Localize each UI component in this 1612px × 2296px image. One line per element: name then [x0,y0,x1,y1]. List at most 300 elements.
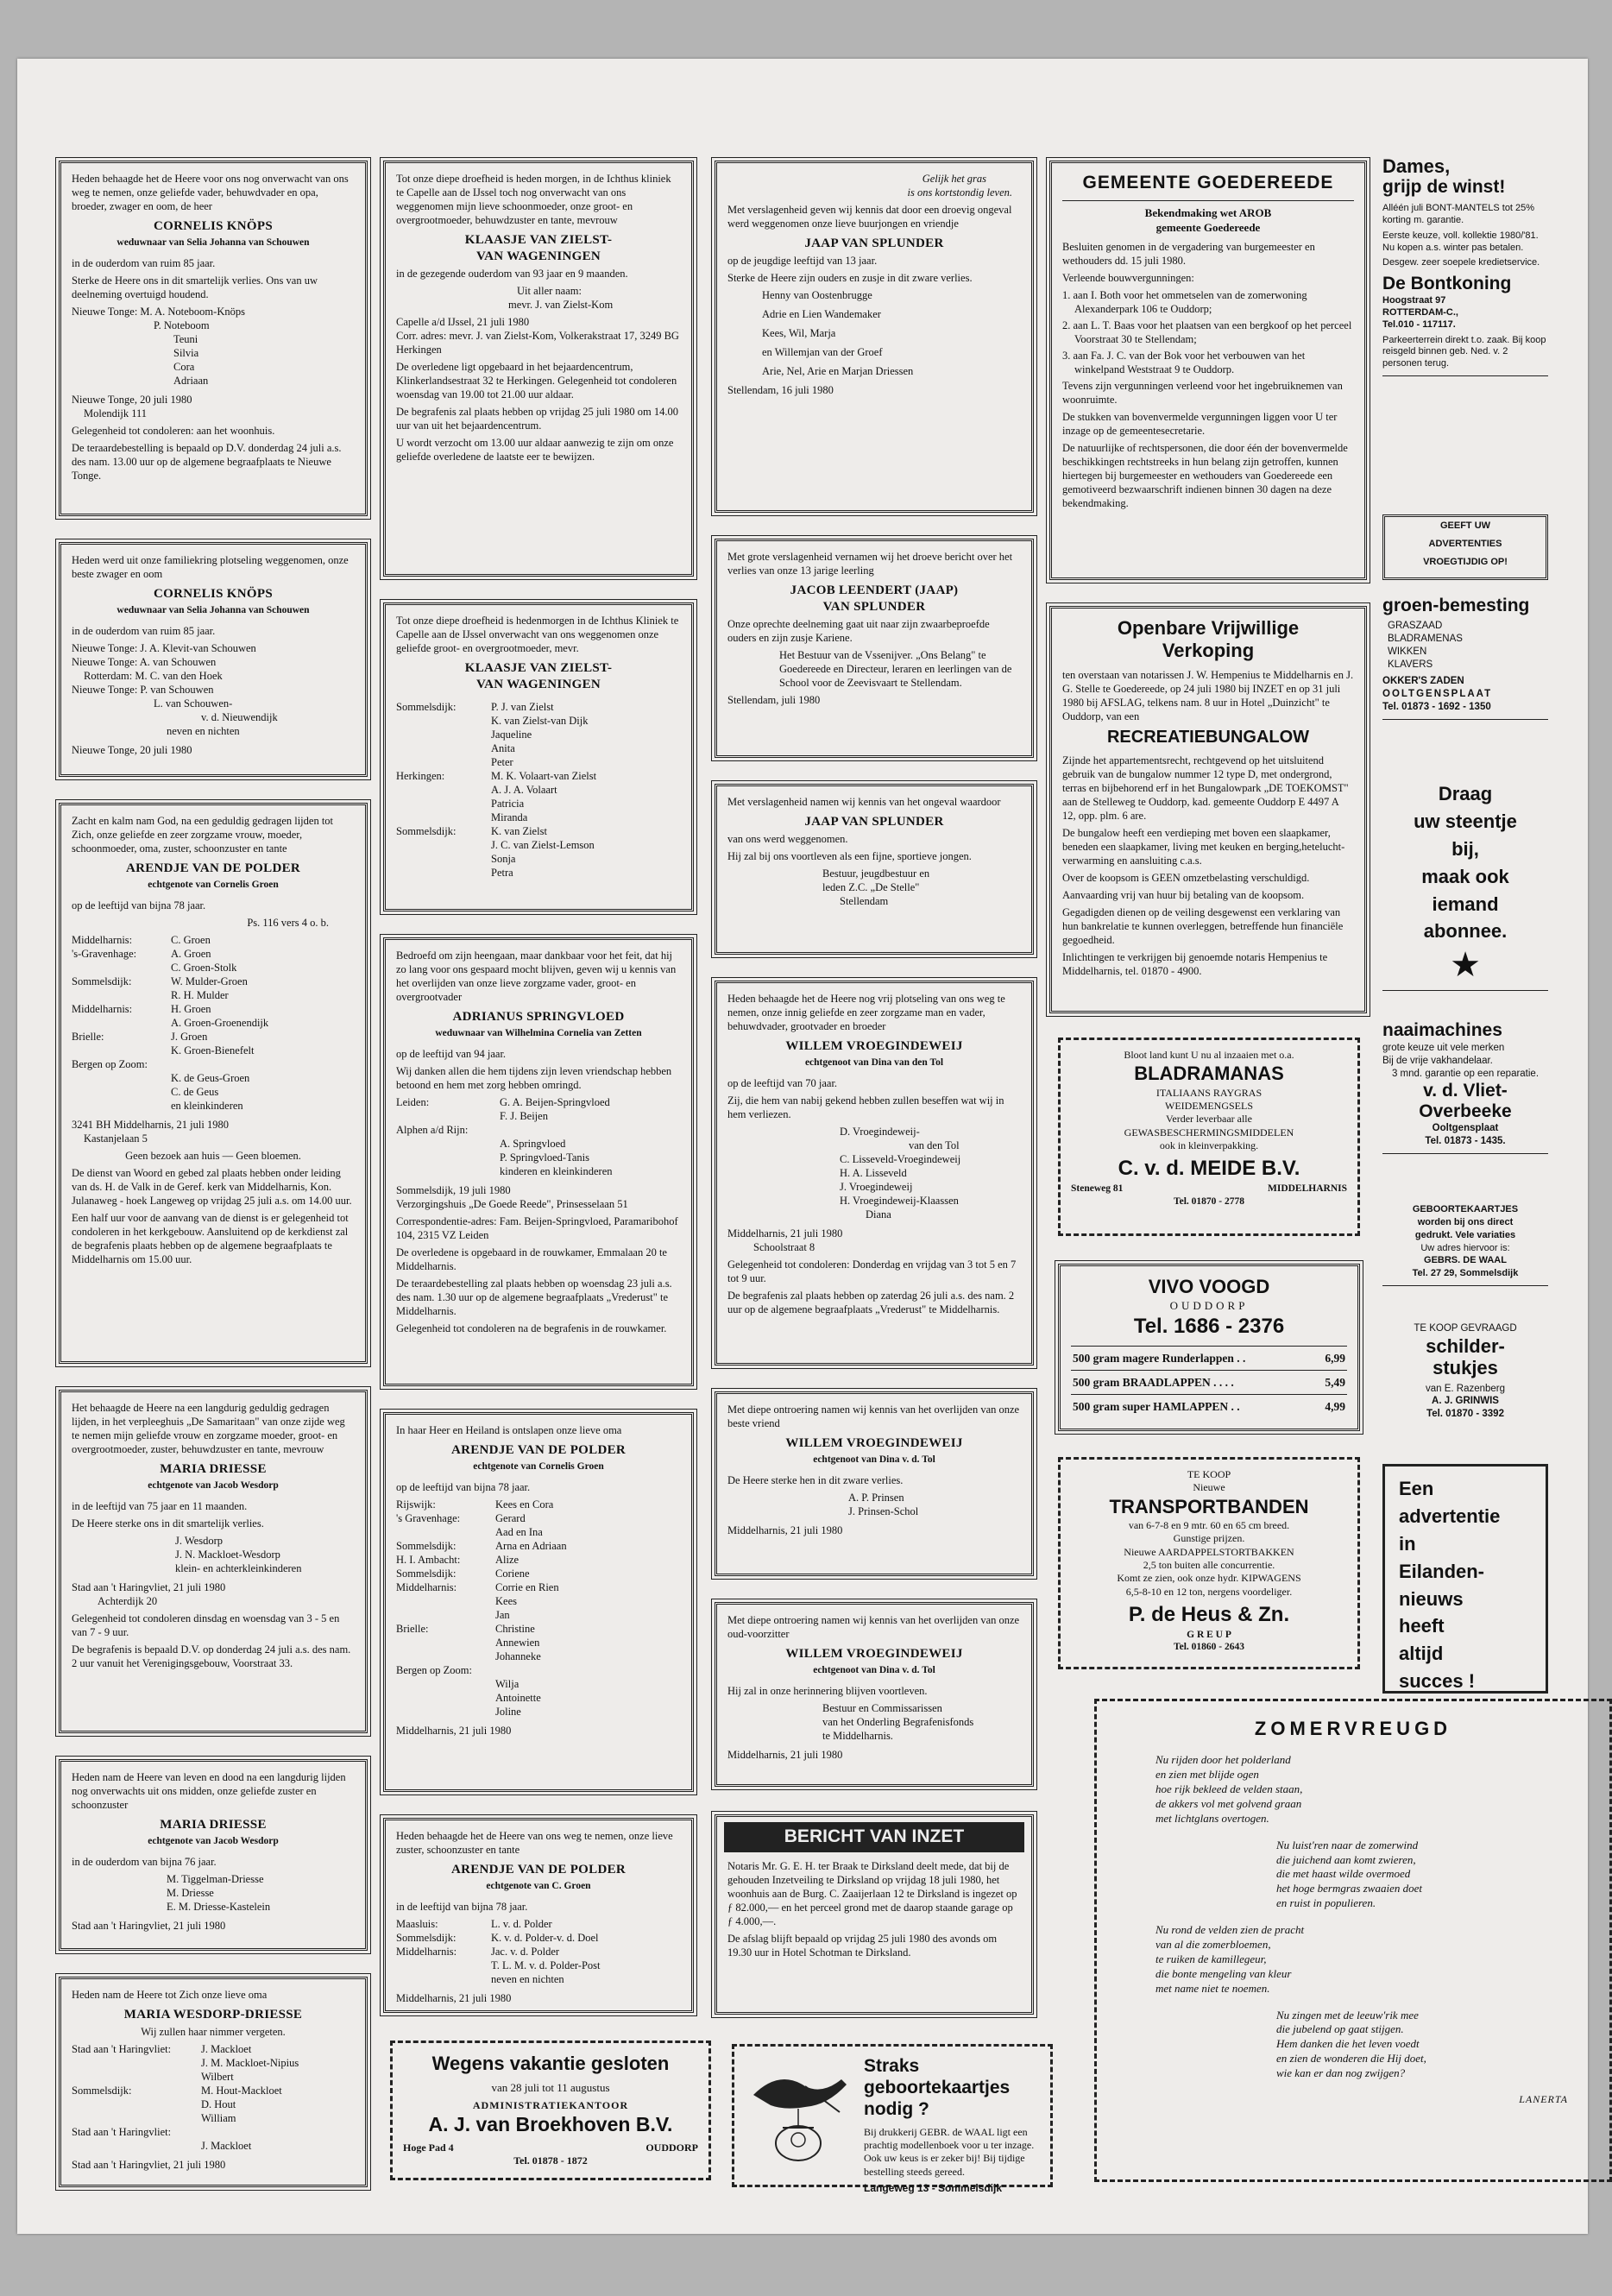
relative-row [72,2097,355,2111]
relative-name: W. Mulder-Groen [171,975,248,987]
relative-name: C. de Geus [171,1085,219,1098]
deceased-subtitle: echtgenoot van Dina v. d. Tol [813,1665,935,1676]
intro-text: Heden behaagde het de Heere van ons weg te nemen, onze lieve zuster, schoonzuster en tante [396,1830,673,1856]
slogan-line: abonnee. [1423,920,1508,943]
relative-name: K. v. d. Polder-v. d. Doel [491,1931,599,1944]
poem-line: Hem danken die het leven voedt [1276,2037,1420,2051]
age-text: op de leeftijd van bijna 78 jaar. [396,1480,531,1493]
relative-row [396,700,681,714]
relative-place [396,797,491,811]
relative-place [72,1099,171,1113]
relative-row [72,1030,355,1044]
signatory: Kees, Wil, Marja [762,327,836,340]
condolence-text: Gelegenheid tot condoleren dinsdag en woensdag van 3 - 5 en van 7 - 9 uur. [72,1612,340,1638]
poem-stanza [1121,1839,1585,1911]
intro-text: Heden nam de Heere van leven en dood na een langdurig lijden nog onverwachts uit ons midden, onze geliefde zuster en schoonzuster [72,1771,346,1811]
place-date: Stellendam, juli 1980 [727,694,821,707]
deceased-subtitle: weduwnaar van Selia Johanna van Schouwen [116,237,310,249]
ad-title: schilder- [1426,1334,1505,1357]
notice-line: VROEGTIJDIG OP! [1423,556,1508,567]
relative-name: G. A. Beijen-Springvloed [500,1095,610,1108]
ad-firm: P. de Heus & Zn. [1128,1603,1290,1627]
ad-bladramanas [1058,1038,1360,1236]
ad-text: worden bij ons direct [1417,1216,1514,1227]
relative-row [396,1137,681,1151]
poem-line: het hoge bermgras zwaaien doet [1276,1882,1422,1895]
body-text: Hij zal bij ons voortleven als een fijne, sportieve jongen. [727,850,972,863]
relative-place: Brielle: [72,1030,104,1043]
relative-row [396,1567,681,1580]
place-date: Stellendam, 16 juli 1980 [727,384,834,397]
signatory: Silvia [173,346,199,359]
obituary-arendje-siblings [383,1818,694,2013]
intro-text: Met grote verslagenheid vernamen wij het droeve bericht over het verlies van onze 13 jarige leerling [727,551,1013,577]
product-price: 6,99 [1325,1351,1345,1365]
ad-dates: van 28 juli tot 11 augustus [491,2081,610,2095]
relative-place [396,728,491,741]
relative-place [72,2097,201,2111]
slogan-line: maak ook [1421,865,1509,887]
signatory: Nieuwe Tonge: J. A. Klevit-van Schouwen [72,641,256,654]
signatory: Arie, Nel, Arie en Marjan Driessen [762,365,914,378]
relative-row [72,1071,355,1085]
relative-row [396,1553,681,1567]
ad-phone: Tel. 01870 - 2778 [1174,1195,1244,1207]
slogan-line: Een [1399,1478,1434,1499]
obituary-klaasje-van-zielst-family [383,161,694,577]
relative-row [72,988,355,1002]
relative-name: J. M. Mackloet-Nipius [201,2057,299,2070]
place-date: Stad aan 't Haringvliet, 21 juli 1980 [72,1580,226,1593]
obituary-maria-driesse-siblings [59,1759,368,1951]
ad-text: Parkeerterrein direkt t.o. zaak. Bij koop reisgeld binnen geb. Ned. v. 2 personen terug. [1382,334,1546,369]
ad-bontkoning [1382,155,1548,518]
relative-row [396,755,681,769]
relative-place: H. I. Ambacht: [396,1553,461,1566]
relative-name: D. Hout [201,2098,236,2111]
ad-slogan [1399,1475,1532,1695]
relative-place: Sommelsdijk: [396,701,457,714]
ad-phone: Tel. 01870 - 3392 [1426,1409,1504,1420]
relative-name: Kees [495,1594,517,1607]
obituary-willem-vroegindeweij-fund [715,1602,1034,1787]
deceased-name: MARIA DRIESSE [160,1818,267,1832]
relative-place: Bergen op Zoom: [72,1057,148,1070]
poem-title: ZOMERVREUGD [1254,1718,1452,1739]
relative-name: Aad en Ina [495,1525,543,1538]
ad-title: Dames, [1382,155,1451,177]
signatory: C. Lisseveld-Vroegindeweij [840,1152,961,1165]
relative-name: J. Mackloet [201,2043,252,2056]
notice-text: De bungalow heeft een verdieping met boven een slaapkamer, beneden een slaapkamer, living met keuken en berging,hetelucht-verwarming en aansluiting c.a.s. [1062,827,1345,867]
relative-place [72,961,171,975]
signatory: Nieuwe Tonge: M. A. Noteboom-Knöps [72,305,245,318]
signatory: Bestuur, jeugdbestuur en [822,867,930,880]
relative-place [72,988,171,1002]
intro-text: Bedroefd om zijn heengaan, maar dankbaar voor het feit, dat hij zo lang voor ons gespaard mocht blijven, geven wij u kennis van het overlijden van onze lieve zorgzame vader, groot- en overgrootvader [396,949,677,1003]
permit-item: 2. aan L. T. Baas voor het plaatsen van een bergkoof op het perceel Voorstraat 30 te Stellendam; [1062,319,1352,346]
product-item: GRASZAAD [1388,621,1443,632]
ad-line: ook in kleinverpakking. [1159,1139,1259,1151]
product-item: KLAVERS [1388,659,1433,670]
poem-author: LANERTA [1519,2092,1568,2105]
signatory: mevr. J. van Zielst-Kom [508,299,614,312]
age-text: op de leeftijd van 94 jaar. [396,1047,507,1060]
relative-name: neven en nichten [491,1972,564,1985]
deceased-name: WILLEM VROEGINDEWEIJ [785,1039,963,1053]
price-row [1071,1394,1347,1418]
relative-place [396,1649,495,1663]
relative-name: T. L. M. v. d. Polder-Post [491,1959,601,1971]
relative-place: Bergen op Zoom: [396,1663,472,1676]
condolence-text: Gelegenheid tot condoleren na de begrafenis in de rouwkamer. [396,1321,667,1334]
deceased-subtitle: echtgenote van Jacob Wesdorp [148,1836,279,1847]
relative-place [396,1972,491,1986]
divider [1382,1153,1548,1154]
relative-row [396,1959,681,1972]
poem-line: van al die zomerbloemen, [1155,1937,1271,1951]
poem-stanza [1121,2009,1585,2081]
relative-place: 's Gravenhage: [396,1511,461,1524]
obituary-jaap-van-splunder-club [715,784,1034,955]
signatory: Bestuur en Commissarissen [822,1701,942,1714]
price-list [1071,1346,1347,1419]
relative-row [72,2125,355,2139]
relative-row [396,1498,681,1511]
relatives-list [72,933,355,1113]
intro-text: Heden nam de Heere tot Zich onze lieve oma [72,1989,268,2001]
place-date: Middelharnis, 21 juli 1980 [396,1991,512,2004]
lying-in-state-text: De overledene is opgebaard in de rouwkamer, Emmalaan 20 te Middelharnis. [396,1246,667,1272]
poem-line: die juichend aan komt zwieren, [1276,1852,1416,1866]
relative-name: C. Groen-Stolk [171,961,237,974]
body-text: Sterke de Heere zijn ouders en zusje in dit zware verlies. [727,272,973,285]
burial-text: De teraardebestelling is bepaald op D.V. donderdag 24 juli a.s. des nam. 13.00 uur op de algemene begraafplaats te Nieuwe Tonge. [72,441,342,482]
body-text: Wij danken allen die hem tijdens zijn leven vriendschap hebben betoond en hem met zorg hebben omringd. [396,1064,672,1091]
relative-row [396,783,681,797]
signatory: H. A. Lisseveld [840,1166,907,1179]
notice-text: De afslag blijft bepaald op vrijdag 25 juli 1980 des avonds om 19.30 uur in Hotel Schotman te Dirksland. [727,1932,998,1959]
relative-row [72,933,355,947]
notice-line: GEEFT UW [1439,520,1491,531]
ad-text: Eerste keuze, voll. kollektie 1980/'81. Nu kopen a.s. winter pas betalen. [1382,230,1539,253]
burial-text: De begrafenis zal plaats hebben op zaterdag 26 juli a.s. des nam. 2 uur op de algemene begraafplaats „Vrederust" te Middelharnis. [727,1289,1015,1315]
ad-office: ADMINISTRATIEKANTOOR [472,2098,629,2111]
relative-row [396,1649,681,1663]
relative-place [72,2139,201,2153]
ad-phone: Tel. 1686 - 2376 [1133,1314,1285,1338]
ad-slogan [1382,780,1548,945]
obituary-cornelis-knops-relatives [59,542,368,777]
ad-address: Langeweg 13 - Sommelsdijk [864,2182,1003,2194]
notice-title: Openbare Vrijwillige [1117,617,1300,639]
product-price: 4,99 [1325,1400,1345,1414]
divider [1382,375,1548,376]
deceased-name: ARENDJE VAN DE POLDER [450,1863,627,1877]
obituary-jaap-van-splunder-neighbours [715,161,1034,513]
address: Verzorgingshuis „De Goede Reede", Prinsesselaan 51 [396,1197,628,1210]
place-date: Nieuwe Tonge, 20 juli 1980 [72,743,192,756]
relative-name: R. H. Mulder [171,988,229,1001]
deceased-subtitle: echtgenote van C. Groen [486,1881,591,1892]
relative-name: L. v. d. Polder [491,1917,552,1930]
body-text: De Heere sterke ons in dit smartelijk verlies. [72,1517,264,1530]
notice-subtitle: Bekendmaking wet AROB [1144,205,1272,219]
relative-place: Sommelsdijk: [72,975,132,987]
place-date: Stad aan 't Haringvliet, 21 juli 1980 [72,2159,226,2172]
intro-text: Heden werd uit onze familiekring plotseling weggenomen, onze beste zwager en oom [72,554,349,580]
relative-name: Coriene [495,1567,530,1580]
visit-notice: Geen bezoek aan huis — Geen bloemen. [125,1149,301,1162]
relative-name: A. Springvloed [500,1137,566,1150]
ad-firm: v. d. Vliet- [1423,1081,1508,1101]
product-price: 5,49 [1325,1375,1345,1389]
deceased-name: ARENDJE VAN DE POLDER [125,861,301,875]
ad-top-line: TE KOOP GEVRAAGD [1414,1323,1517,1334]
deceased-subtitle: echtgenote van Jacob Wesdorp [148,1480,279,1492]
signatory: L. van Schouwen- [154,697,233,710]
notice-title-line-2: Verkoping [1162,640,1255,662]
relative-place: Brielle: [396,1622,429,1635]
relative-place: Sommelsdijk: [396,825,457,838]
ad-line: GEWASBESCHERMINGSMIDDELEN [1124,1126,1294,1139]
notice-text: Gegadigden dienen op de veiling desgewenst een verklaring van hun bankrelatie te kunnen overleggen, betreffende hun financiële gegoedheid. [1062,906,1344,947]
ad-vacation-closed [390,2041,711,2180]
relative-name: J. Mackloet [201,2140,252,2153]
relative-row [396,1917,681,1931]
body-text: Sterke de Heere ons in dit smartelijk verlies. Ons van uw deelneming overtuigd houdend. [72,274,318,300]
ad-title: VIVO VOOGD [1148,1276,1270,1297]
ad-text: grote keuze uit vele merken [1382,1043,1505,1054]
body-text: van ons werd weggenomen. [727,833,848,846]
relative-row [396,1123,681,1137]
permit-item: 1. aan I. Both voor het ommetselen van de zomerwoning Alexanderpark 106 te Ouddorp; [1062,289,1307,316]
place-date: Middelharnis, 21 juli 1980 [727,1227,843,1239]
signatory: klein- en achterkleinkinderen [175,1561,302,1574]
signatory: J. Prinsen-Schol [848,1504,919,1517]
deceased-name: MARIA DRIESSE [160,1462,267,1476]
stork-with-baby-icon [745,2060,857,2173]
signatory: D. Vroegindeweij- [840,1125,920,1138]
ad-text: Desgew. zeer soepele kredietservice. [1382,257,1540,268]
product-name: 500 gram super HAMLAPPEN . . [1073,1400,1240,1414]
product-list [1382,620,1548,672]
relative-name: F. J. Beijen [500,1109,548,1122]
relative-name: Arna en Adriaan [495,1539,567,1552]
notice-text: Verleende bouwvergunningen: [1062,272,1194,285]
ad-title: Straks geboortekaartjes nodig ? [864,2056,1011,2120]
poem-line: met name niet te noemen. [1155,1981,1270,1995]
notice-gemeente-goedereede [1049,161,1367,580]
ad-top-line: TE KOOP [1187,1468,1231,1480]
slogan-line: iemand [1432,893,1499,915]
relative-row [396,1580,681,1594]
relative-name: P. J. van Zielst [491,701,554,714]
deceased-subtitle: weduwnaar van Wilhelmina Cornelia van Zetten [435,1028,642,1039]
relative-name: Corrie en Rien [495,1580,559,1593]
signatory: Uit aller naam: [517,285,582,298]
notice-openbare-verkoping [1049,606,1367,1013]
relative-row [396,811,681,824]
relative-place [396,1608,495,1622]
price-row [1071,1346,1347,1370]
notice-heading: RECREATIEBUNGALOW [1106,727,1310,747]
relative-place: Sommelsdijk: [396,1931,457,1944]
relatives-list [396,1917,681,1986]
deceased-name: JAAP VAN SPLUNDER [804,237,944,250]
address: Corr. adres: mevr. J. van Zielst-Kom, Volkerakstraat 17, 3249 BG Herkingen [396,330,679,356]
relative-name: Jan [495,1608,510,1621]
poem-stanza [1121,1923,1585,1996]
relative-place [396,1677,495,1691]
notice-text: De natuurlijke of rechtspersonen, die door één der bovenvermelde beschikkingen rechtstreeks in hun belang zijn getroffen, kunnen hiertegen bij burgemeester en wethouders van Goedereede een gemotiveerd bezwaarschrift indienen binnen 30 dagen na deze bekendmaking. [1062,442,1348,510]
ad-top-line: Nieuwe [1193,1481,1225,1494]
deceased-name: WILLEM VROEGINDEWEIJ [785,1436,963,1450]
service-text: De dienst van Woord en gebed zal plaats hebben onder leiding van ds. H. de Valk in de Geref. kerk van Middelharnis, Kon. Julanaweg - hoek Langeweg op vrijdag 25 juli a.s. om 14.00 uur. [72,1166,352,1207]
relative-row [72,2056,355,2070]
poem-line: en ruist in populieren. [1276,1896,1376,1910]
relative-row [396,1663,681,1677]
relative-row [396,741,681,755]
ad-contact [403,2141,698,2154]
relative-place: Sommelsdijk: [72,2085,132,2097]
relative-place [396,1164,500,1178]
relative-place: Rijswijk: [396,1498,436,1511]
ad-line: 6,5-8-10 en 12 ton, nergens voordeliger. [1125,1585,1293,1598]
relative-row [72,1002,355,1016]
relative-name: M. Hout-Mackloet [201,2085,282,2097]
slogan-line: nieuws [1399,1587,1464,1610]
poem-line: die jubelend op gaat stijgen. [1276,2022,1404,2036]
poem-line: de akkers vol met golvend graan [1155,1796,1302,1810]
relative-place: Leiden: [396,1095,430,1108]
relative-name: Sonja [491,853,516,866]
obituary-willem-vroegindeweij-family [715,981,1034,1366]
signatory: M. Driesse [167,1886,214,1899]
signatory: E. M. Driesse-Kastelein [167,1900,271,1913]
signatory: M. Tiggelman-Driesse [167,1872,264,1885]
relative-row [396,1636,681,1649]
deceased-subtitle: echtgenote van Cornelis Groen [148,880,279,891]
ad-line: van 6-7-8 en 9 mtr. 60 en 65 cm breed. [1128,1518,1290,1531]
ad-geboortekaartjes [1382,1203,1548,1310]
relative-name: Petra [491,867,513,880]
relative-place [396,1691,495,1705]
deceased-name: CORNELIS KNÖPS [154,219,273,233]
relative-place [396,1137,500,1151]
notice-title: BERICHT VAN INZET [784,1826,965,1846]
relative-place [396,1636,495,1649]
poem-line: Nu rijden door het polderland [1155,1753,1291,1767]
signatory: neven en nichten [167,724,240,737]
relative-place: Sommelsdijk: [396,1567,457,1580]
ad-phone: Tel.010 - 117117. [1382,319,1456,330]
deceased-name: KLAASJE VAN ZIELST- [464,661,613,675]
ad-firm-line-2: Overbeeke [1419,1101,1512,1122]
divider [1062,200,1354,201]
relatives-list [72,2042,355,2153]
relative-place: Alphen a/d Rijn: [396,1123,469,1136]
age-text: in de ouderdom van ruim 85 jaar. [72,624,216,637]
relative-place [72,1085,171,1099]
place-date: Middelharnis, 21 juli 1980 [727,1523,843,1536]
relative-row [72,1057,355,1071]
ad-firm: De Bontkoning [1382,274,1512,294]
signatory: Adriaan [173,374,209,387]
slogan-line: heeft [1399,1615,1445,1637]
relative-place [396,714,491,728]
address: Kastanjelaan 5 [84,1132,148,1145]
signatory: v. d. Nieuwendijk [201,710,278,723]
notice-subtitle: gemeente Goedereede [1155,220,1261,234]
slogan-line: in [1399,1532,1416,1555]
slogan-line: uw steentje [1414,810,1517,832]
relative-place [396,1705,495,1719]
ad-subscribe [1382,780,1548,1006]
relative-name: A. Groen-Groenendijk [171,1016,269,1029]
intro-text: Zacht en kalm nam God, na een geduldig gedragen lijden tot Zich, onze geliefde en zeer zorgzame vrouw, moeder, schoonmoeder, oma, zuster, schoonzuster en tante [72,815,334,855]
ad-firm: C. v. d. MEIDE B.V. [1118,1157,1300,1181]
poem-zomervreugd [1094,1699,1612,2182]
relative-name: kinderen en kleinkinderen [500,1164,613,1177]
poem-line: en zien de wonderen die Hij doet, [1276,2052,1426,2066]
relative-name: J. Groen [171,1030,208,1043]
intro-text: Met verslagenheid geven wij kennis dat door een droevig ongeval werd weggenomen onze lieve buurjongen en vriendje [727,204,1012,230]
relative-name: en kleinkinderen [171,1099,243,1112]
signatory: Henny van Oostenbrugge [762,289,872,302]
relative-place [396,852,491,866]
place-date: Capelle a/d IJssel, 21 juli 1980 [396,316,530,329]
permit-item: 3. aan Fa. J. C. van der Bok voor het verbouwen van het winkelpand Weststraat 9 te Ouddorp. [1062,350,1306,376]
deceased-name: CORNELIS KNÖPS [154,587,273,601]
divider [1382,1285,1548,1286]
relative-place [72,2056,201,2070]
ad-title: groen-bemesting [1382,596,1530,615]
verse-line: Gelijk het gras [922,173,986,185]
deceased-subtitle: echtgenoot van Dina v. d. Tol [813,1454,935,1466]
deceased-name-line-2: VAN WAGENINGEN [475,249,601,264]
relative-place [396,838,491,852]
ad-text: Bij de vrije vakhandelaar. [1382,1056,1493,1067]
relative-row [396,728,681,741]
ad-okkers-zaden [1382,596,1548,756]
address: Molendijk 111 [84,407,148,419]
place-date: 3241 BH Middelharnis, 21 juli 1980 [72,1118,229,1131]
relatives-list [396,1498,681,1719]
notice-text: Tevens zijn vergunningen verleend voor het ingebruiknemen van woonruimte. [1062,380,1343,407]
ad-birth-cards [732,2044,1053,2194]
intro-text: Tot onze diepe droefheid is hedenmorgen in de Ichthus Kliniek te Capelle aan de IJssel onverwacht van ons weggenomen onze geliefde groot- en overgrootmoeder, mevr. [396,615,679,654]
intro-text: Tot onze diepe droefheid is heden morgen, in de Ichthus kliniek te Capelle aan de IJssel toch nog onverwacht van ons weggenomen mijn lieve schoonmoeder, onze groot- en overgrootmoeder, behuwdzuster en tante, mevrouw [396,173,671,226]
relative-name: K. Groen-Bienefelt [171,1044,255,1057]
deceased-name-line-2: VAN SPLUNDER [822,600,926,615]
intro-text: Met diepe ontroering namen wij kennis van het overlijden van onze beste vriend [727,1403,1020,1429]
relative-row [396,714,681,728]
ad-contact [1071,1183,1347,1195]
relative-name: P. Springvloed-Tanis [500,1151,589,1164]
ad-line: Nieuwe AARDAPPELSTORTBAKKEN [1124,1545,1294,1558]
relative-name: Wilbert [201,2071,234,2084]
relative-name: Annewien [495,1636,540,1649]
ad-address: Hoge Pad 4 [403,2141,454,2154]
place-date: Middelharnis, 21 juli 1980 [727,1748,843,1761]
relative-name: Jaqueline [491,729,532,741]
relative-row [396,1594,681,1608]
ad-text: gedrukt. Vele variaties [1414,1229,1516,1240]
intro-text: Heden behaagde het de Heere nog vrij plotseling van ons weg te nemen, onze innig geliefde en zeer zorgzame man en vader, behuwdvader, grootvader en broeder [727,993,1005,1032]
relative-row [396,1164,681,1178]
relative-place [396,1959,491,1972]
